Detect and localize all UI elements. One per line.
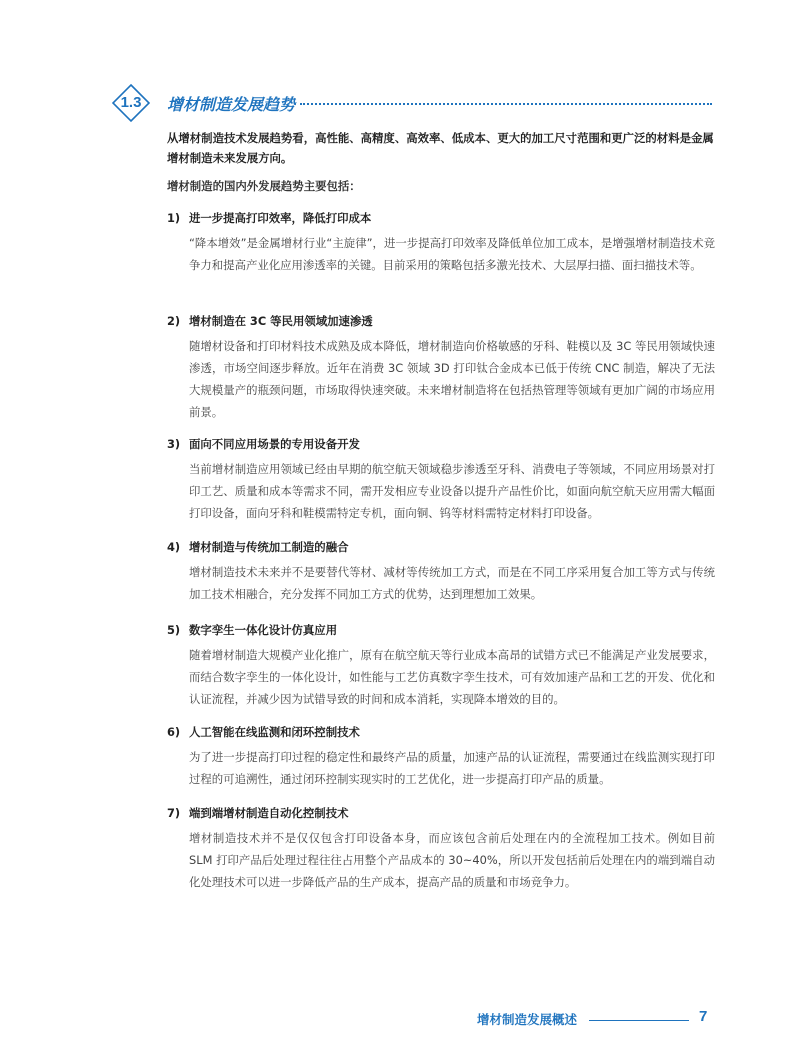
section-number: 1.3	[120, 94, 142, 111]
item-number: 4)	[167, 540, 181, 554]
list-item	[167, 620, 715, 710]
item-body: 增材制造技术未来并不是要替代等材、减材等传统加工方式，而是在不同工序采用复合加工等方式与传统加工技术相融合，充分发挥不同加工方式的优势，达到理想加工效果。	[189, 565, 715, 601]
section-title: 增材制造发展趋势	[167, 95, 296, 114]
item-title: 进一步提高打印效率，降低打印成本	[189, 211, 372, 225]
item-heading	[167, 208, 715, 228]
item-number: 5)	[167, 623, 181, 637]
item-body: 当前增材制造应用领域已经由早期的航空航天领域稳步渗透至牙科、消费电子等领域，不同应用场景对打印工艺、质量和成本等需求不同，需开发相应专业设备以提升产品性价比，如面向航空航天应用需大幅面打印设备，面向牙科和鞋模需特定专机，面向铜、钨等材料需特定材料打印设备。	[189, 462, 715, 520]
item-number: 3)	[167, 437, 181, 451]
list-item	[167, 803, 715, 893]
list-item	[167, 434, 715, 524]
item-title: 增材制造与传统加工制造的融合	[189, 540, 349, 554]
item-body: 随着增材制造大规模产业化推广，原有在航空航天等行业成本高昂的试错方式已不能满足产业发展要求，而结合数字孪生的一体化设计，如性能与工艺仿真数字孪生技术，可有效加速产品和工艺的开发、优化和认证流程，并减少因为试错导致的时间和成本消耗，实现降本增效的目的。	[189, 648, 715, 706]
item-title: 面向不同应用场景的专用设备开发	[189, 437, 360, 451]
lead-paragraph: 从增材制造技术发展趋势看，高性能、高精度、高效率、低成本、更大的加工尺寸范围和更广泛的材料是金属增材制造未来发展方向。	[167, 131, 714, 165]
item-body: 随增材设备和打印材料技术成熟及成本降低，增材制造向价格敏感的牙科、鞋模以及 3C 等民用领域快速渗透，市场空间逐步释放。近年在消费 3C 领域 3D 打印钛合金成本已低于传统 CNC 制造，解决了无法大规模量产的瓶颈问题，市场取得快速突破。未来增材制造将在包括热管理等领域有更加广阔的市场应用前景。	[189, 339, 715, 419]
list-item	[167, 537, 715, 605]
list-item	[167, 208, 715, 276]
item-number: 7)	[167, 806, 181, 820]
item-heading	[167, 803, 715, 823]
item-body: 增材制造技术并不是仅仅包含打印设备本身，而应该包含前后处理在内的全流程加工技术。例如目前 SLM 打印产品后处理过程往往占用整个产品成本的 30~40%，所以开发包括前后处理在内的端到端自动化处理技术可以进一步降低产品的生产成本，提高产品的质量和市场竞争力。	[189, 831, 715, 889]
item-heading	[167, 537, 715, 557]
item-heading	[167, 620, 715, 640]
item-title: 增材制造在 3C 等民用领域加速渗透	[189, 314, 373, 328]
page-footer	[477, 1008, 717, 1032]
item-number: 6)	[167, 725, 181, 739]
item-title: 端到端增材制造自动化控制技术	[189, 806, 349, 820]
page-number: 7	[699, 1008, 708, 1025]
item-number: 2)	[167, 314, 181, 328]
item-body: 为了进一步提高打印过程的稳定性和最终产品的质量，加速产品的认证流程，需要通过在线监测实现打印过程的可追溯性，通过闭环控制实现实时的工艺优化，进一步提高打印产品的质量。	[189, 750, 715, 786]
section-dotted-rule	[300, 103, 712, 105]
item-title: 数字孪生一体化设计仿真应用	[189, 623, 338, 637]
footer-title: 增材制造发展概述	[477, 1012, 578, 1027]
item-number: 1)	[167, 211, 181, 225]
item-title: 人工智能在线监测和闭环控制技术	[189, 725, 360, 739]
intro-paragraph: 增材制造的国内外发展趋势主要包括：	[167, 179, 361, 193]
list-item	[167, 311, 715, 423]
section-header	[112, 84, 712, 122]
list-item	[167, 722, 715, 790]
footer-rule	[589, 1020, 689, 1021]
item-heading	[167, 434, 715, 454]
item-heading	[167, 311, 715, 331]
item-body: “降本增效”是金属增材行业“主旋律”，进一步提高打印效率及降低单位加工成本，是增强增材制造技术竞争力和提高产业化应用渗透率的关键。目前采用的策略包括多激光技术、大层厚扫描、面扫描技术等。	[189, 236, 715, 272]
section-number-badge	[112, 84, 150, 122]
item-heading	[167, 722, 715, 742]
